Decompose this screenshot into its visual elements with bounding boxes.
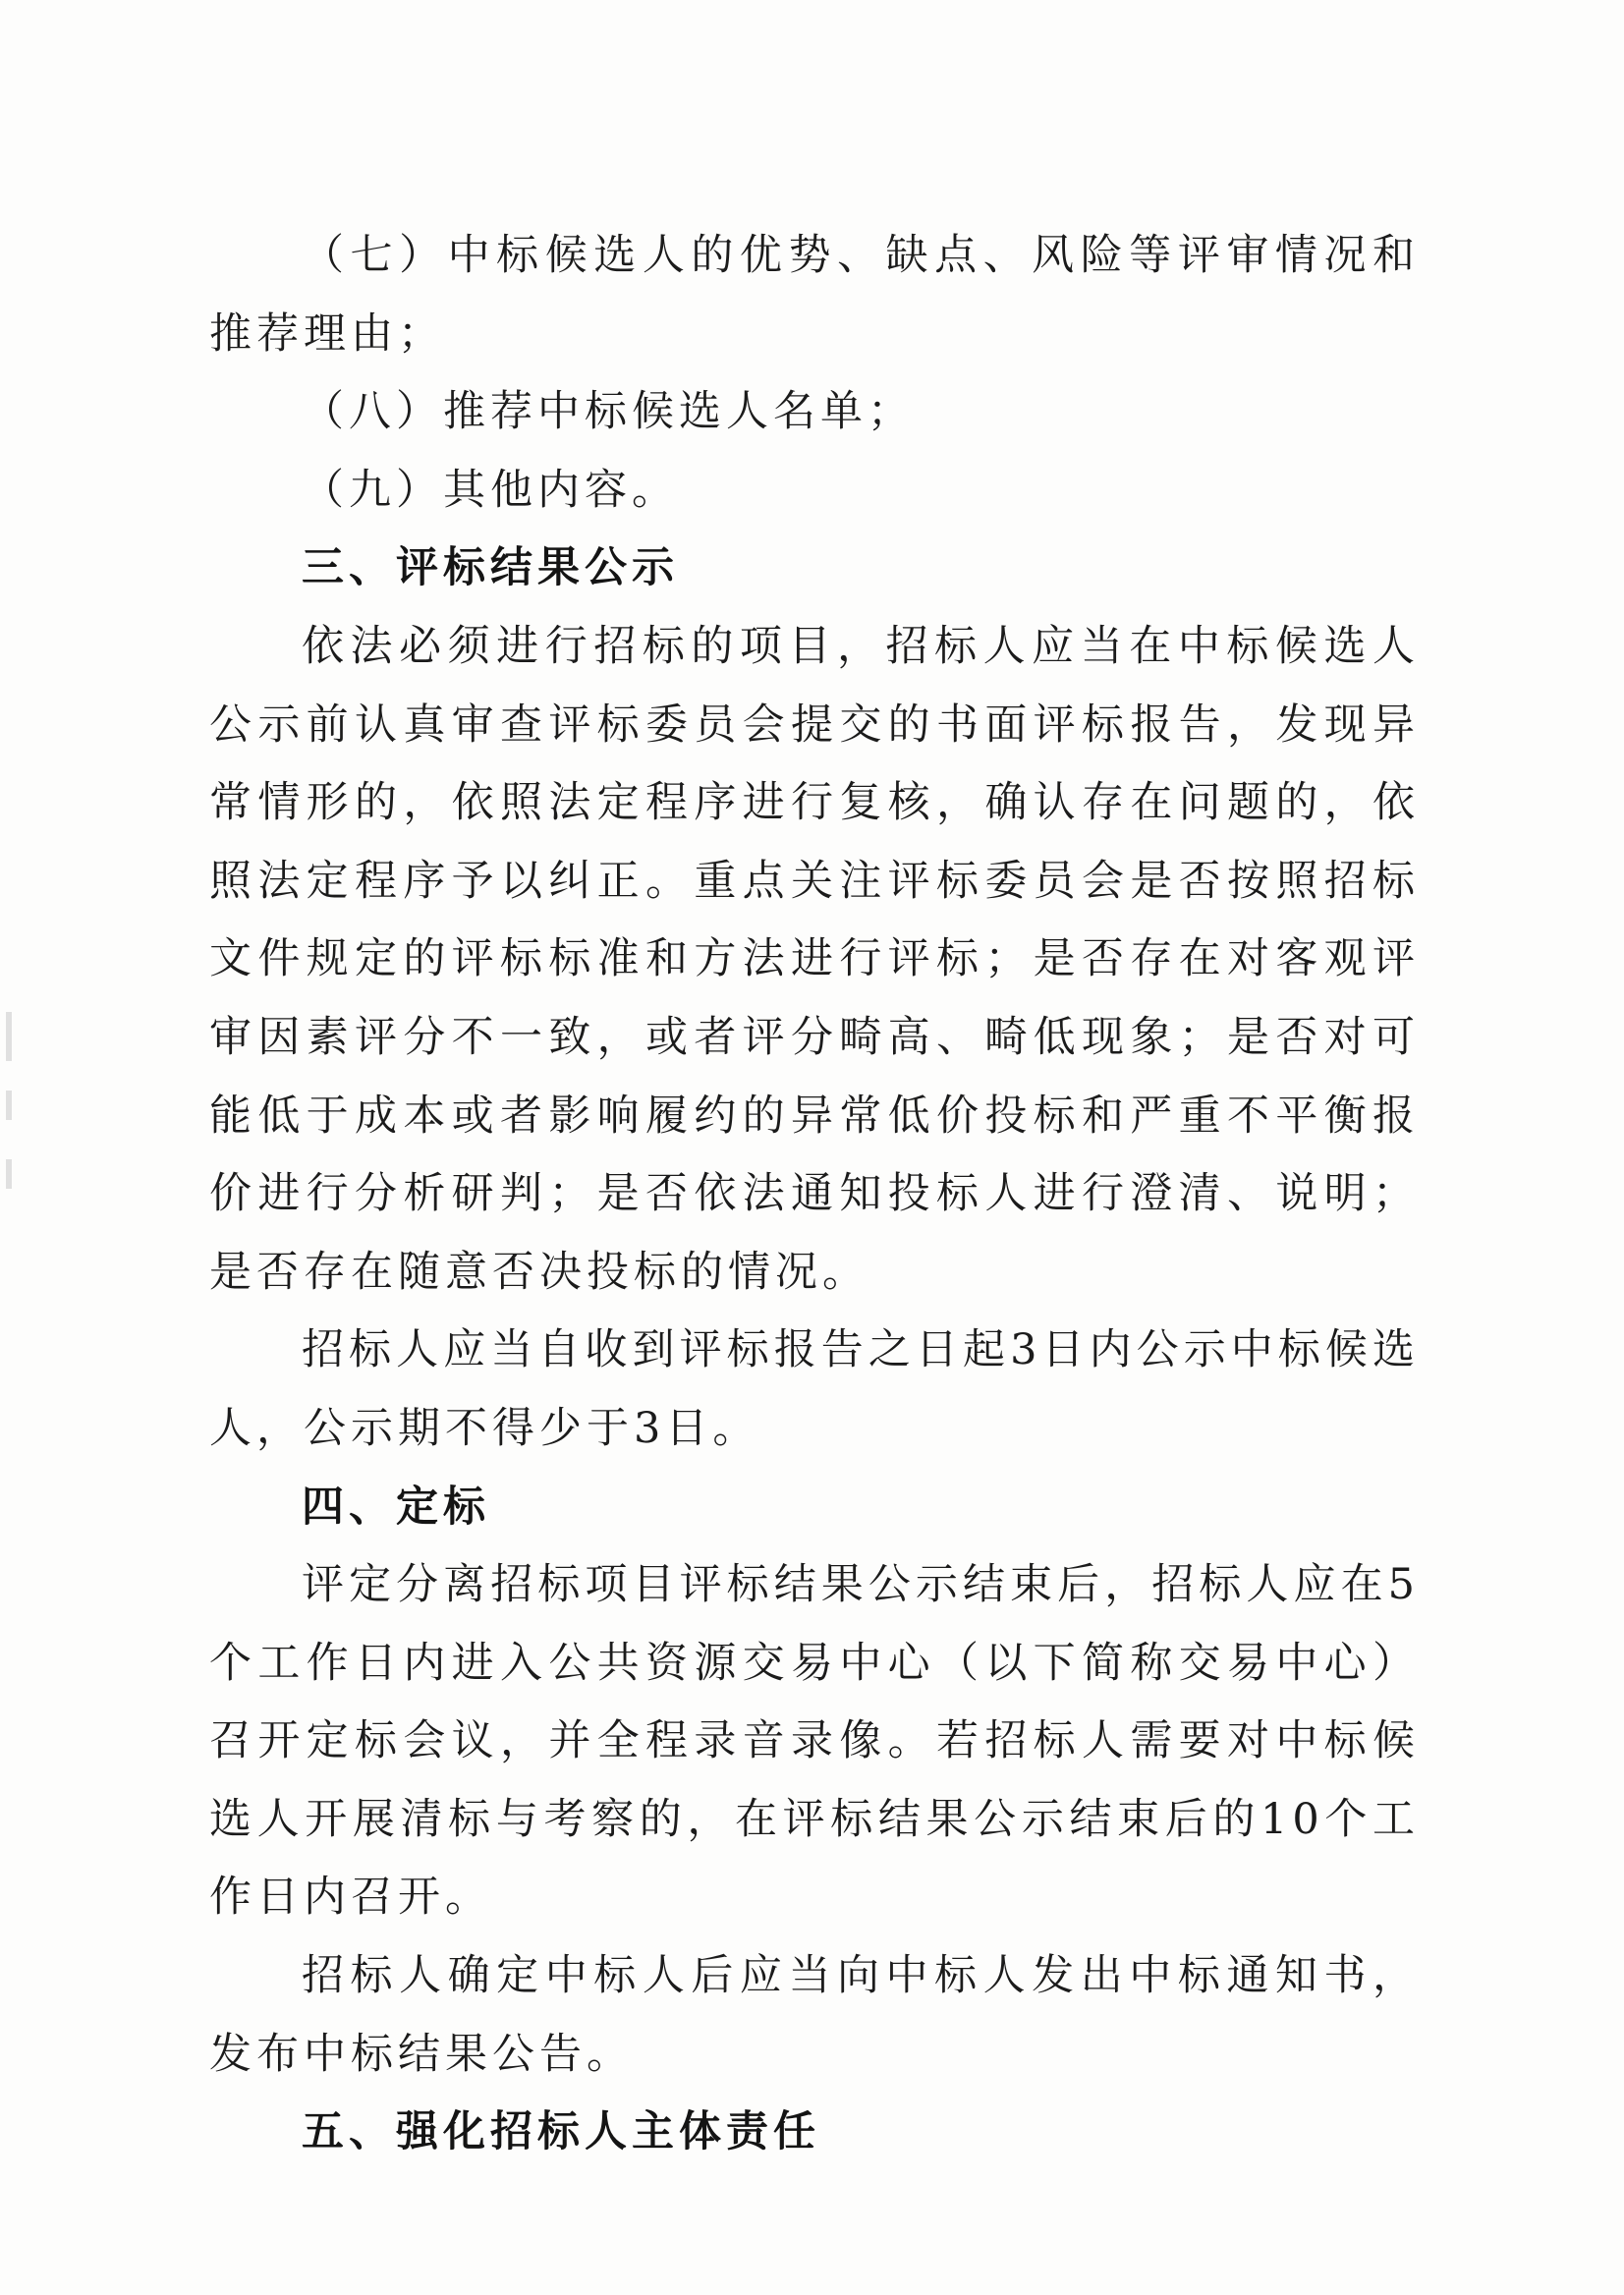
section-heading-4: 四、定标: [302, 1482, 490, 1532]
section-heading-5: 五、强化招标人主体责任: [302, 2107, 820, 2157]
document-body: [209, 217, 1420, 2172]
list-item-8: （八）推荐中标候选人名单；: [302, 387, 915, 437]
list-item-9: （九）其他内容。: [302, 465, 679, 515]
body-paragraph: 招标人确定中标人后应当向中标人发出中标通知书，发布中标结果公告。: [209, 1951, 1420, 2079]
scan-edge-mark: [6, 1159, 12, 1189]
list-item-7: （七）中标候选人的优势、缺点、风险等评审情况和推荐理由；: [209, 231, 1420, 359]
scan-edge-mark: [6, 1091, 12, 1120]
scan-edge-mark: [6, 1012, 12, 1061]
section-heading-3: 三、评标结果公示: [302, 543, 679, 593]
body-paragraph: 评定分离招标项目评标结果公示结束后，招标人应在5个工作日内进入公共资源交易中心（以下简称交易中心）召开定标会议，并全程录音录像。若招标人需要对中标候选人开展清标与考察的，在评标结果公示结束后的10个工作日内召开。: [209, 1560, 1420, 1923]
body-paragraph: 依法必须进行招标的项目，招标人应当在中标候选人公示前认真审查评标委员会提交的书面评标报告，发现异常情形的，依照法定程序进行复核，确认存在问题的，依照法定程序予以纠正。重点关注评标委员会是否按照招标文件规定的评标标准和方法进行评标；是否存在对客观评审因素评分不一致，或者评分畸高、畸低现象；是否对可能低于成本或者影响履约的异常低价投标和严重不平衡报价进行分析研判；是否依法通知投标人进行澄清、说明；是否存在随意否决投标的情况。: [209, 621, 1420, 1297]
body-paragraph: 招标人应当自收到评标报告之日起3日内公示中标候选人，公示期不得少于3日。: [209, 1325, 1420, 1453]
